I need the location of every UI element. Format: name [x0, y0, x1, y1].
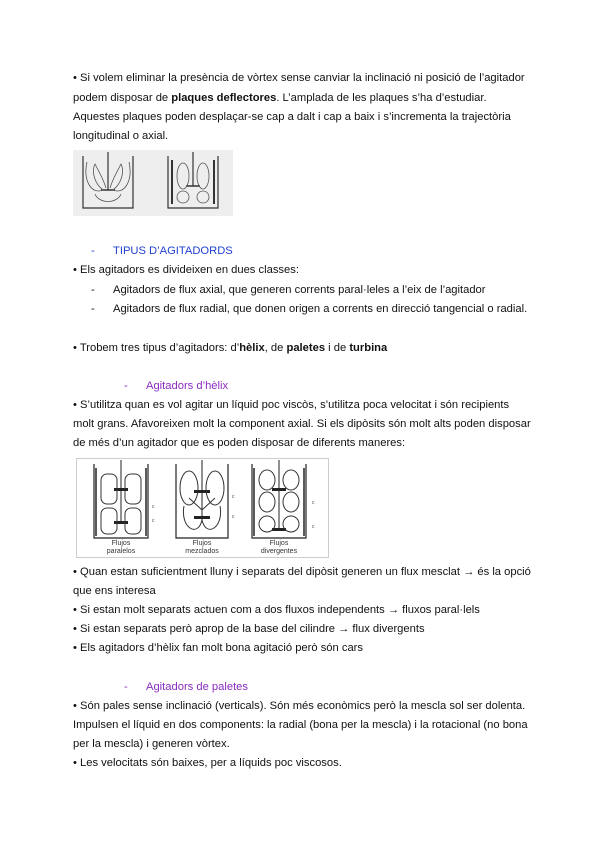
text-span: • Trobem tres tipus d’agitadors: d’ — [73, 342, 240, 354]
list-item-text: Agitadors de flux radial, que donen origen a corrents en direcció tangencial o radial. — [113, 303, 528, 315]
text-line: • S’utilitza quan es vol agitar un líquid poc viscòs, s’utilitza poca velocitat i són recipients — [73, 399, 510, 411]
text-line: Impulsen el líquid en dos components: la radial (bona per la mescla) i la rotacional (no bona — [73, 719, 528, 731]
figure-label: Flujos — [269, 540, 289, 547]
figure-label: paralelos — [106, 548, 136, 555]
text-line: • Quan estan suficientment lluny i separats del dipòsit generen un flux mesclat → és la opció — [73, 566, 531, 578]
section-heading — [124, 680, 248, 694]
heading-text: Agitadors de paletes — [146, 681, 248, 693]
heading-text: TIPUS D’AGITADORDS — [113, 245, 233, 257]
bold-term: turbina — [349, 342, 388, 354]
svg-text:c: c — [152, 504, 155, 510]
text-line: per la mescla) i generen vòrtex. — [73, 738, 230, 750]
svg-text:c: c — [312, 500, 315, 506]
text-line: de més d’un agitador que es poden disposar de diferents maneres: — [73, 437, 406, 449]
text-line: Aquestes plaques poden desplaçar-se cap a dalt i cap a baix i s’incrementa la trajectòria — [73, 111, 511, 123]
list-item-text: Agitadors de flux axial, que generen corrents paral·leles a l’eix de l’agitador — [113, 284, 486, 296]
figure-label: Flujos — [192, 540, 212, 547]
text-span: . L’amplada de les plaques s’ha d’estudiar. — [276, 92, 487, 104]
dash-bullet: - — [91, 245, 95, 257]
list-item — [91, 302, 527, 316]
svg-text:c: c — [232, 494, 235, 500]
dash-bullet: - — [91, 284, 95, 296]
list-item — [91, 283, 486, 297]
bold-term: hèlix — [239, 342, 265, 354]
text-line: • Les velocitats són baixes, per a líquids poc viscosos. — [73, 757, 342, 769]
text-line: • Els agitadors es divideixen en dues classes: — [73, 264, 299, 276]
svg-text:c: c — [312, 524, 315, 530]
text-line: • Els agitadors d’hèlix fan molt bona agitació però són cars — [73, 642, 363, 654]
text-line: longitudinal o axial. — [73, 130, 169, 142]
section-heading — [124, 379, 228, 393]
text-line: • Si estan separats però aprop de la base del cilindre → flux divergents — [73, 623, 425, 635]
text-line: • Si estan molt separats actuen com a dos fluxos independents → fluxos paral·lels — [73, 604, 480, 616]
text-span: , de — [264, 342, 287, 354]
flow-patterns-figure — [76, 458, 329, 558]
text-line: • Són pales sense inclinació (verticals). Són més econòmics però la mescla sol ser dolenta. — [73, 700, 526, 712]
figure-label: divergentes — [260, 548, 298, 555]
text-line — [73, 341, 387, 355]
dash-bullet: - — [91, 303, 95, 315]
dash-bullet: - — [124, 380, 128, 392]
heading-text: Agitadors d’hèlix — [146, 380, 229, 392]
svg-text:c: c — [232, 514, 235, 520]
bold-term: paletes — [286, 342, 326, 354]
bold-term: plaques deflectores — [171, 92, 277, 104]
text-span: podem disposar de — [73, 92, 172, 104]
section-heading — [91, 244, 233, 258]
figure-label: mezclados — [185, 548, 219, 555]
baffle-figure — [73, 150, 233, 216]
dash-bullet: - — [124, 681, 128, 693]
text-line: • Si volem eliminar la presència de vòrtex sense canviar la inclinació ni posició de l’agitador — [73, 72, 525, 84]
svg-text:c: c — [152, 518, 155, 524]
text-line: que ens interesa — [73, 585, 156, 597]
text-line — [73, 91, 487, 105]
text-span: i de — [325, 342, 350, 354]
text-line: molt grans. Afavoreixen molt la component axial. Si els dipòsits són molt alts poden disposar — [73, 418, 531, 430]
figure-label: Flujos — [111, 540, 131, 547]
